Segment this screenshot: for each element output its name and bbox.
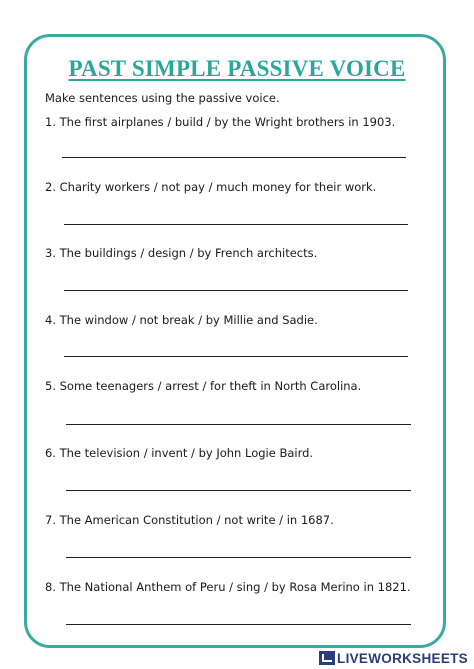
question-2: 2. Charity workers / not pay / much money for their work. bbox=[45, 180, 377, 194]
answer-line-7[interactable] bbox=[66, 557, 411, 558]
answer-line-6[interactable] bbox=[66, 490, 411, 491]
liveworksheets-brand-text: LIVEWORKSHEETS bbox=[337, 650, 468, 666]
question-8: 8. The National Anthem of Peru / sing / by Rosa Merino in 1821. bbox=[45, 580, 411, 594]
answer-line-1[interactable] bbox=[62, 157, 406, 158]
answer-line-8[interactable] bbox=[66, 624, 411, 625]
question-5: 5. Some teenagers / arrest / for theft in North Carolina. bbox=[45, 379, 362, 393]
liveworksheets-logo-icon bbox=[319, 651, 335, 665]
answer-line-5[interactable] bbox=[66, 424, 411, 425]
question-4: 4. The window / not break / by Millie and Sadie. bbox=[45, 313, 318, 327]
question-3: 3. The buildings / design / by French architects. bbox=[45, 246, 318, 260]
worksheet-title: PAST SIMPLE PASSIVE VOICE bbox=[68, 56, 406, 81]
liveworksheets-logo bbox=[319, 649, 468, 667]
answer-line-4[interactable] bbox=[64, 356, 408, 357]
question-1: 1. The first airplanes / build / by the Wright brothers in 1903. bbox=[45, 115, 396, 129]
answer-line-3[interactable] bbox=[64, 290, 408, 291]
question-7: 7. The American Constitution / not write / in 1687. bbox=[45, 513, 334, 527]
question-6: 6. The television / invent / by John Logie Baird. bbox=[45, 446, 314, 460]
instruction-text: Make sentences using the passive voice. bbox=[45, 91, 280, 105]
answer-line-2[interactable] bbox=[64, 224, 408, 225]
